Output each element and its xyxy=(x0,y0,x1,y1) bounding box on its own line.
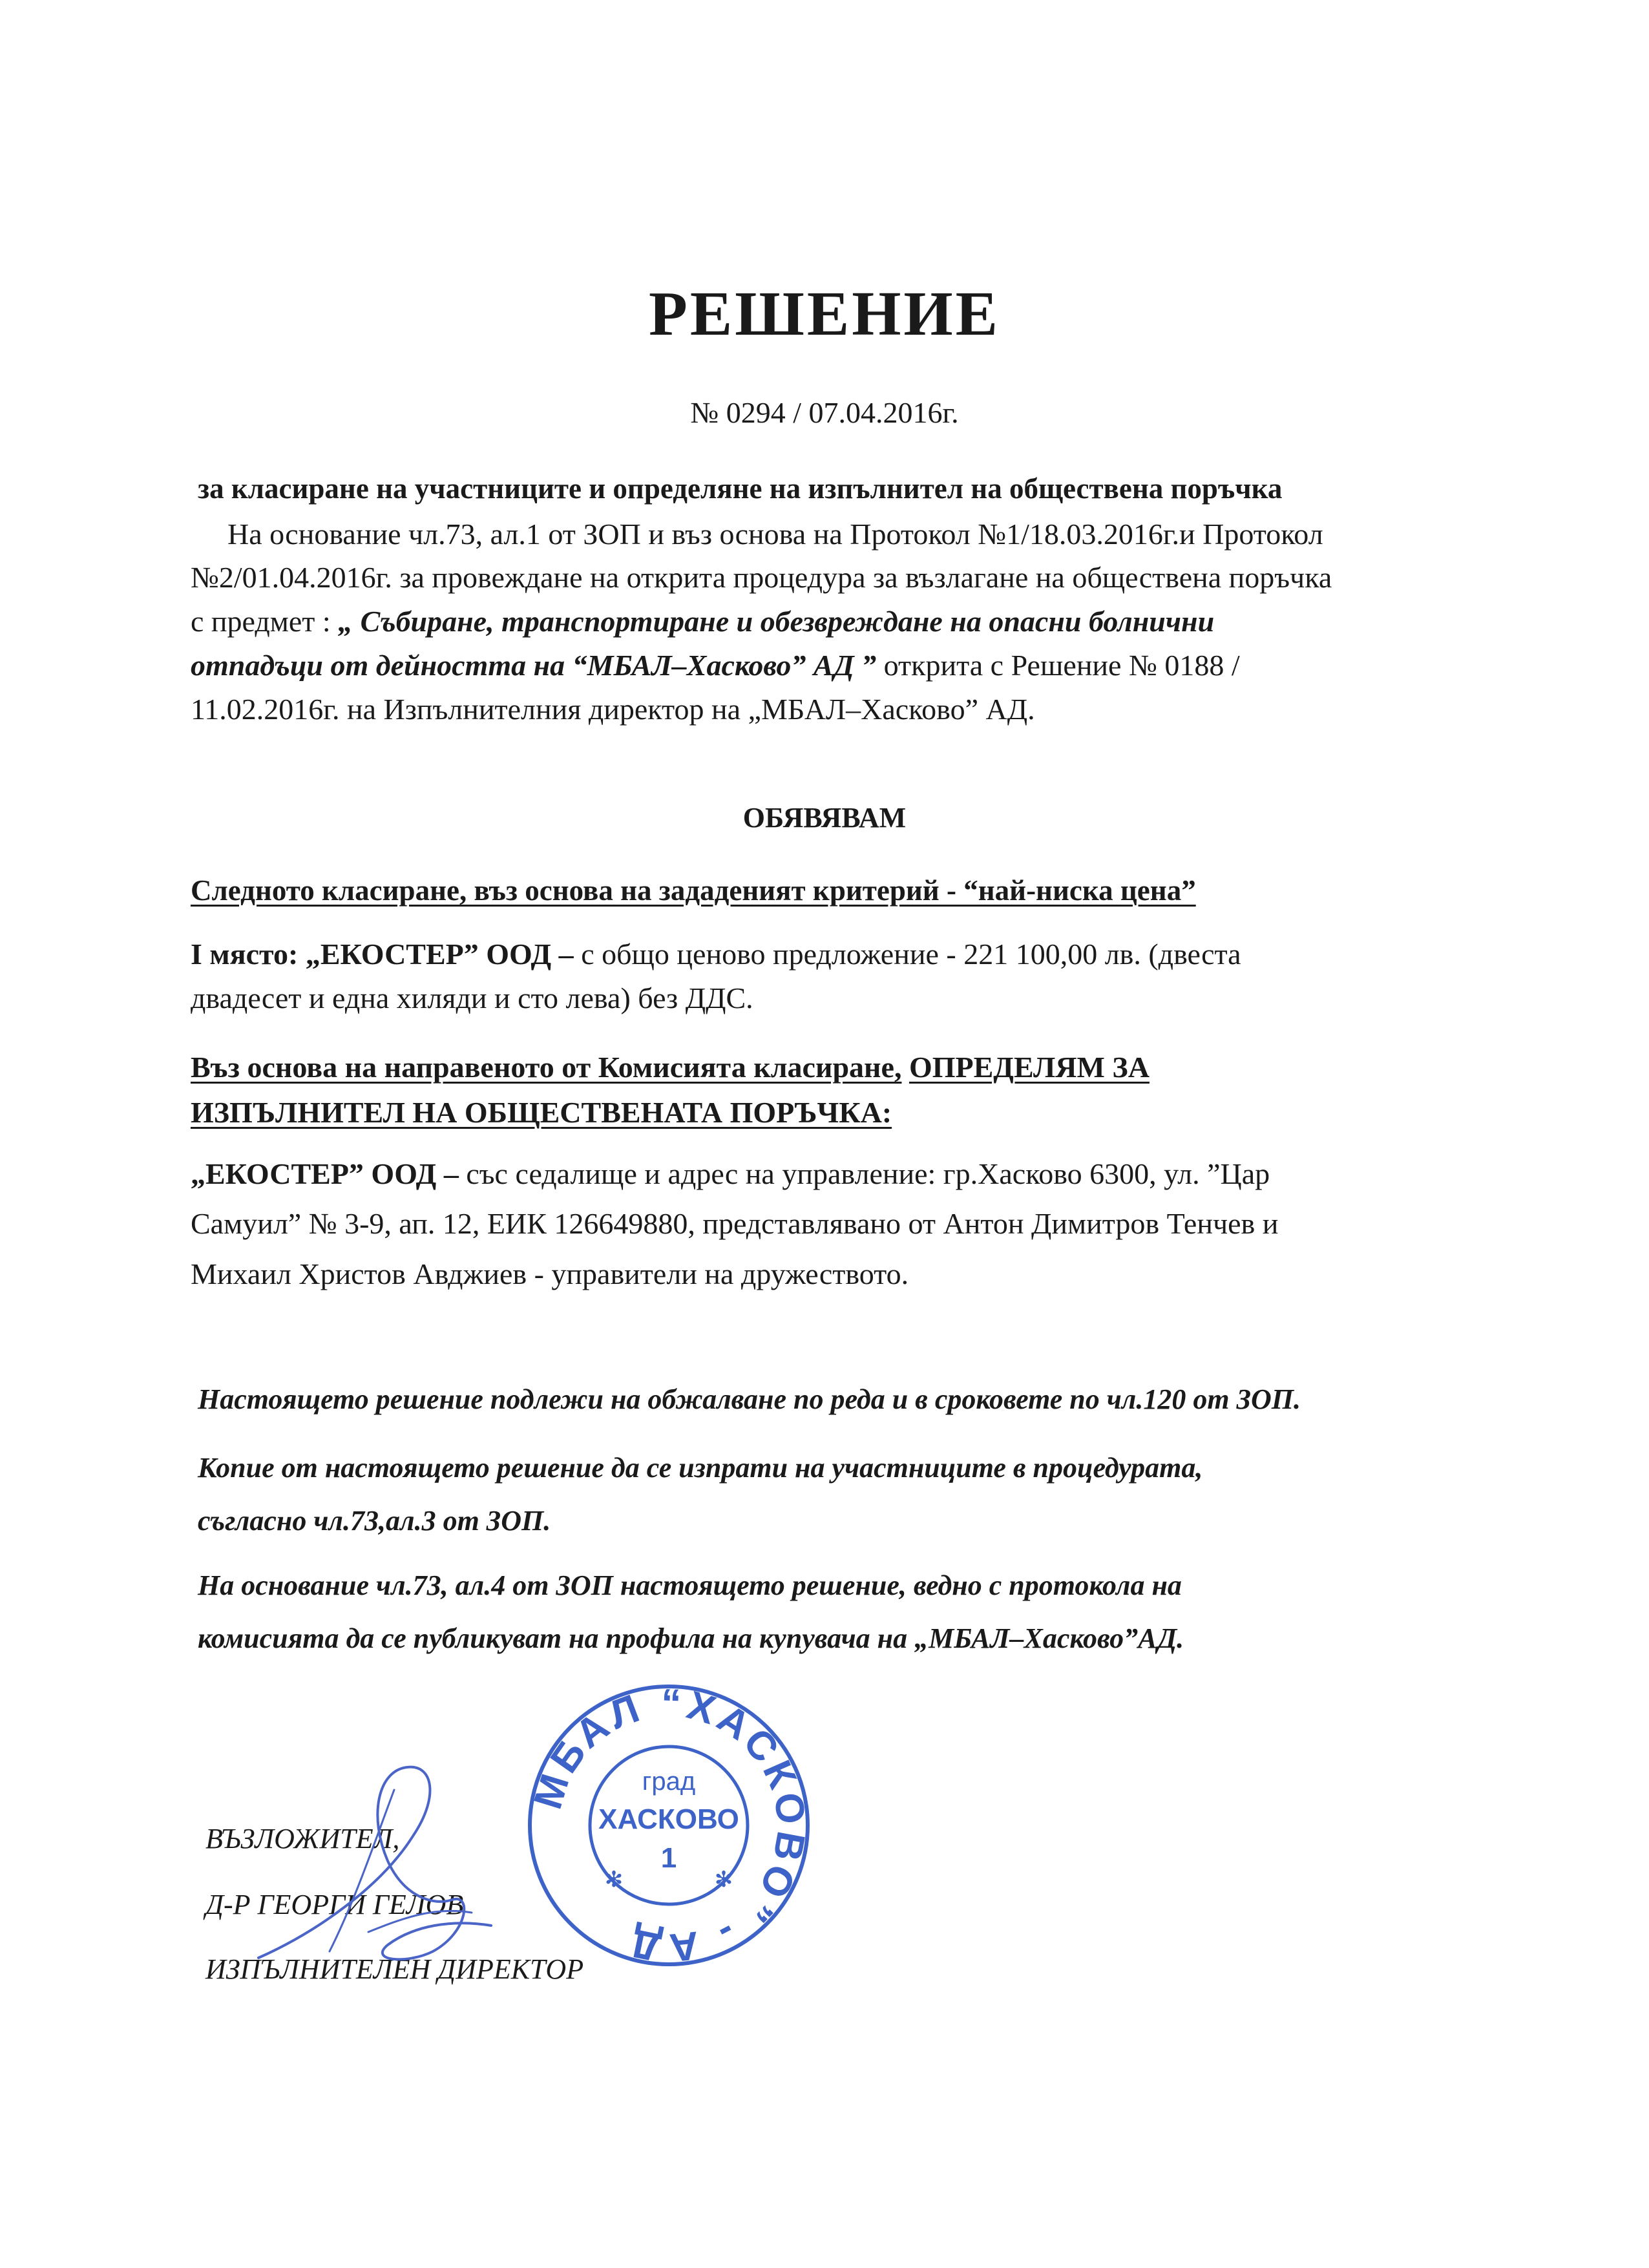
stamp-number: 1 xyxy=(660,1842,677,1874)
contractor-line-1 xyxy=(191,1157,1270,1191)
stamp-city: ХАСКОВО xyxy=(598,1803,739,1835)
procurement-subject-part-2: отпадъци от дейността на “МБАЛ–Хасково” АД ” xyxy=(191,649,877,682)
stamp-star-left-icon: ✻ xyxy=(604,1868,624,1892)
hospital-stamp xyxy=(517,1674,821,1977)
intro-line-3 xyxy=(191,604,1214,638)
intro-line-1: На основание чл.73, ал.1 от ЗОП и въз основа на Протокол №1/18.03.2016г.и Протокол xyxy=(227,518,1323,551)
decision-subject: за класиране на участниците и определяне на изпълнител на обществена поръчка xyxy=(198,472,1283,505)
intro-line-3-prefix: с предмет : xyxy=(191,605,331,638)
publish-notice-line-2: комисията да се публикуват на профила на купувача на „МБАЛ–Хасково”АД. xyxy=(198,1622,1184,1654)
first-place-line-1 xyxy=(191,937,1241,971)
determine-caps: ОПРЕДЕЛЯМ ЗА xyxy=(909,1051,1150,1084)
stamp-center-top: град xyxy=(642,1767,696,1796)
first-place-offer: с общо ценово предложение - 221 100,00 лв. (двеста xyxy=(581,938,1241,971)
stamp-ring-text: МБАЛ “ХАСКОВО” - АД xyxy=(525,1681,814,1971)
signatory-role: ВЪЗЛОЖИТЕЛ, xyxy=(205,1823,400,1854)
copy-notice-line-1: Копие от настоящето решение да се изпрати на участниците в процедурата, xyxy=(198,1452,1203,1484)
determine-prefix: Въз основа на направеното от Комисията класиране, xyxy=(191,1051,902,1084)
contractor-address: със седалище и адрес на управление: гр.Хасково 6300, ул. ”Цар xyxy=(466,1157,1270,1190)
handwritten-signature xyxy=(239,1738,543,1984)
signatory-name: Д-Р ГЕОРГИ ГЕЛОВ xyxy=(205,1889,464,1920)
intro-line-4-suffix: открита с Решение № 0188 / xyxy=(883,649,1240,682)
document-title: РЕШЕНИЕ xyxy=(648,279,1001,349)
appeal-notice: Настоящето решение подлежи на обжалване по реда и в сроковете по чл.120 от ЗОП. xyxy=(198,1383,1301,1415)
contractor-name: „ЕКОСТЕР” ООД – xyxy=(191,1157,459,1190)
intro-line-2: №2/01.04.2016г. за провеждане на открита процедура за възлагане на обществена поръчка xyxy=(191,561,1332,594)
copy-notice-line-2: съгласно чл.73,ал.3 от ЗОП. xyxy=(198,1505,551,1537)
stamp-star-right-icon: ✻ xyxy=(714,1868,733,1892)
contractor-line-2: Самуил” № 3-9, ап. 12, ЕИК 126649880, представлявано от Антон Димитров Тенчев и xyxy=(191,1207,1279,1240)
intro-line-5: 11.02.2016г. на Изпълнителния директор на „МБАЛ–Хасково” АД. xyxy=(191,693,1035,726)
contractor-line-3: Михаил Христов Авджиев - управители на дружеството. xyxy=(191,1257,909,1290)
procurement-subject-part-1: „ Събиране, транспортиране и обезвреждане на опасни болнични xyxy=(338,605,1215,638)
determine-line-2: ИЗПЪЛНИТЕЛ НА ОБЩЕСТВЕНАТА ПОРЪЧКА: xyxy=(191,1096,892,1129)
ranking-heading: Следното класиране, въз основа на зададеният критерий - “най-ниска цена” xyxy=(191,874,1196,907)
decision-number: № 0294 / 07.04.2016г. xyxy=(690,396,959,429)
declare-heading: ОБЯВЯВАМ xyxy=(742,802,907,834)
intro-line-4 xyxy=(191,648,1240,682)
signatory-position: ИЗПЪЛНИТЕЛЕН ДИРЕКТОР xyxy=(205,1953,584,1985)
determine-line-1 xyxy=(191,1050,1150,1084)
first-place-line-2: двадесет и една хиляди и сто лева) без ДДС. xyxy=(191,982,753,1014)
first-place-label: I място: „ЕКОСТЕР” ООД – xyxy=(191,938,574,971)
publish-notice-line-1: На основание чл.73, ал.4 от ЗОП настоящето решение, ведно с протокола на xyxy=(198,1570,1182,1601)
